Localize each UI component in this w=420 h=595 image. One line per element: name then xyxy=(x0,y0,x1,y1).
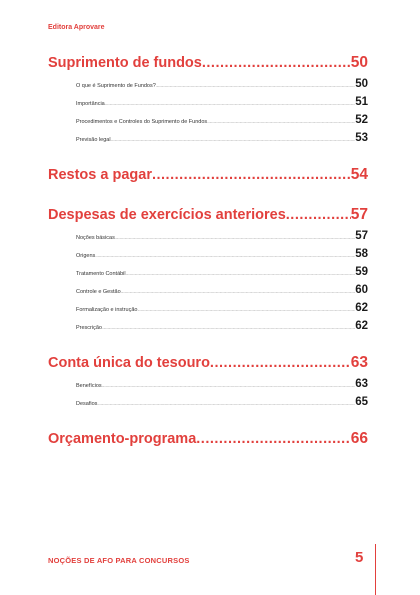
table-of-contents xyxy=(48,54,368,470)
dot-leader xyxy=(210,355,351,371)
toc-subsection-row[interactable] xyxy=(76,266,368,278)
toc-subsection-title: Previsão legal xyxy=(76,137,111,143)
toc-chapter-page: 54 xyxy=(350,166,368,183)
toc-chapter-row[interactable] xyxy=(48,206,368,224)
toc-subsection-row[interactable] xyxy=(76,302,368,314)
toc-subsection-row[interactable] xyxy=(76,320,368,332)
toc-subsection-title: O que é Suprimento de Fundos? xyxy=(76,83,156,89)
toc-subsection-title: Procedimentos e Controles do Suprimento de Fundos xyxy=(76,119,208,125)
footer-divider xyxy=(375,544,376,595)
toc-subsection-page: 53 xyxy=(355,132,368,144)
dot-leader xyxy=(97,401,355,406)
dot-leader xyxy=(126,271,356,276)
dot-leader xyxy=(156,83,355,88)
toc-subsection-row[interactable] xyxy=(76,114,368,126)
toc-chapter-title: Despesas de exercícios anteriores xyxy=(48,207,286,223)
toc-section xyxy=(48,54,368,144)
toc-subsection-page: 62 xyxy=(355,302,368,314)
toc-subsection-row[interactable] xyxy=(76,230,368,242)
toc-chapter-title: Conta única do tesouro xyxy=(48,355,210,371)
toc-subsection-row[interactable] xyxy=(76,378,368,390)
toc-subsection-title: Desafios xyxy=(76,401,98,407)
toc-subsection-row[interactable] xyxy=(76,248,368,260)
toc-subsection-page: 51 xyxy=(355,96,368,108)
toc-subsection-title: Controle e Gestão xyxy=(76,289,121,295)
toc-subsection-title: Tratamento Contábil xyxy=(76,271,126,277)
toc-subsection-row[interactable] xyxy=(76,284,368,296)
toc-subsection-title: Formalização e instrução xyxy=(76,307,138,313)
toc-subsection-page: 50 xyxy=(355,78,368,90)
toc-subsection-page: 63 xyxy=(355,378,368,390)
footer-page-number: 5 xyxy=(355,549,364,566)
toc-subsection-list xyxy=(76,230,368,332)
toc-chapter-title: Suprimento de fundos xyxy=(48,55,202,71)
toc-subsection-page: 62 xyxy=(355,320,368,332)
toc-subsection-title: Noções básicas xyxy=(76,235,115,241)
toc-section xyxy=(48,206,368,332)
toc-subsection-list xyxy=(76,78,368,144)
toc-chapter-title: Restos a pagar xyxy=(48,167,152,183)
dot-leader xyxy=(95,253,355,258)
toc-subsection-row[interactable] xyxy=(76,96,368,108)
dot-leader xyxy=(137,307,355,312)
footer-book-title: NOÇÕES DE AFO PARA CONCURSOS xyxy=(48,556,190,565)
publisher-name: Editora Aprovare xyxy=(48,24,105,31)
toc-subsection-page: 57 xyxy=(355,230,368,242)
toc-chapter-page: 66 xyxy=(350,430,368,447)
toc-subsection-page: 58 xyxy=(355,248,368,260)
dot-leader xyxy=(286,207,351,223)
toc-subsection-row[interactable] xyxy=(76,396,368,408)
dot-leader xyxy=(115,235,355,240)
dot-leader xyxy=(105,101,355,106)
dot-leader xyxy=(102,383,356,388)
toc-subsection-title: Origens xyxy=(76,253,96,259)
toc-subsection-row[interactable] xyxy=(76,132,368,144)
toc-subsection-page: 52 xyxy=(355,114,368,126)
dot-leader xyxy=(196,431,350,447)
toc-chapter-title: Orçamento-programa xyxy=(48,431,197,447)
toc-chapter-row[interactable] xyxy=(48,166,368,184)
dot-leader xyxy=(152,167,351,183)
dot-leader xyxy=(111,137,356,142)
dot-leader xyxy=(207,119,355,124)
toc-chapter-page: 50 xyxy=(350,54,368,71)
toc-section xyxy=(48,166,368,184)
toc-chapter-row[interactable] xyxy=(48,354,368,372)
toc-section xyxy=(48,354,368,408)
toc-subsection-page: 60 xyxy=(355,284,368,296)
toc-subsection-page: 65 xyxy=(355,396,368,408)
toc-chapter-row[interactable] xyxy=(48,430,368,448)
toc-subsection-title: Importância xyxy=(76,101,105,107)
toc-subsection-title: Benefícios xyxy=(76,383,102,389)
dot-leader xyxy=(121,289,356,294)
toc-chapter-row[interactable] xyxy=(48,54,368,72)
toc-chapter-page: 57 xyxy=(350,206,368,223)
dot-leader xyxy=(202,55,351,71)
toc-subsection-list xyxy=(76,378,368,408)
toc-chapter-page: 63 xyxy=(350,354,368,371)
dot-leader xyxy=(102,325,355,330)
toc-section xyxy=(48,430,368,448)
toc-subsection-row[interactable] xyxy=(76,78,368,90)
toc-subsection-page: 59 xyxy=(355,266,368,278)
toc-subsection-title: Prescrição xyxy=(76,325,102,331)
